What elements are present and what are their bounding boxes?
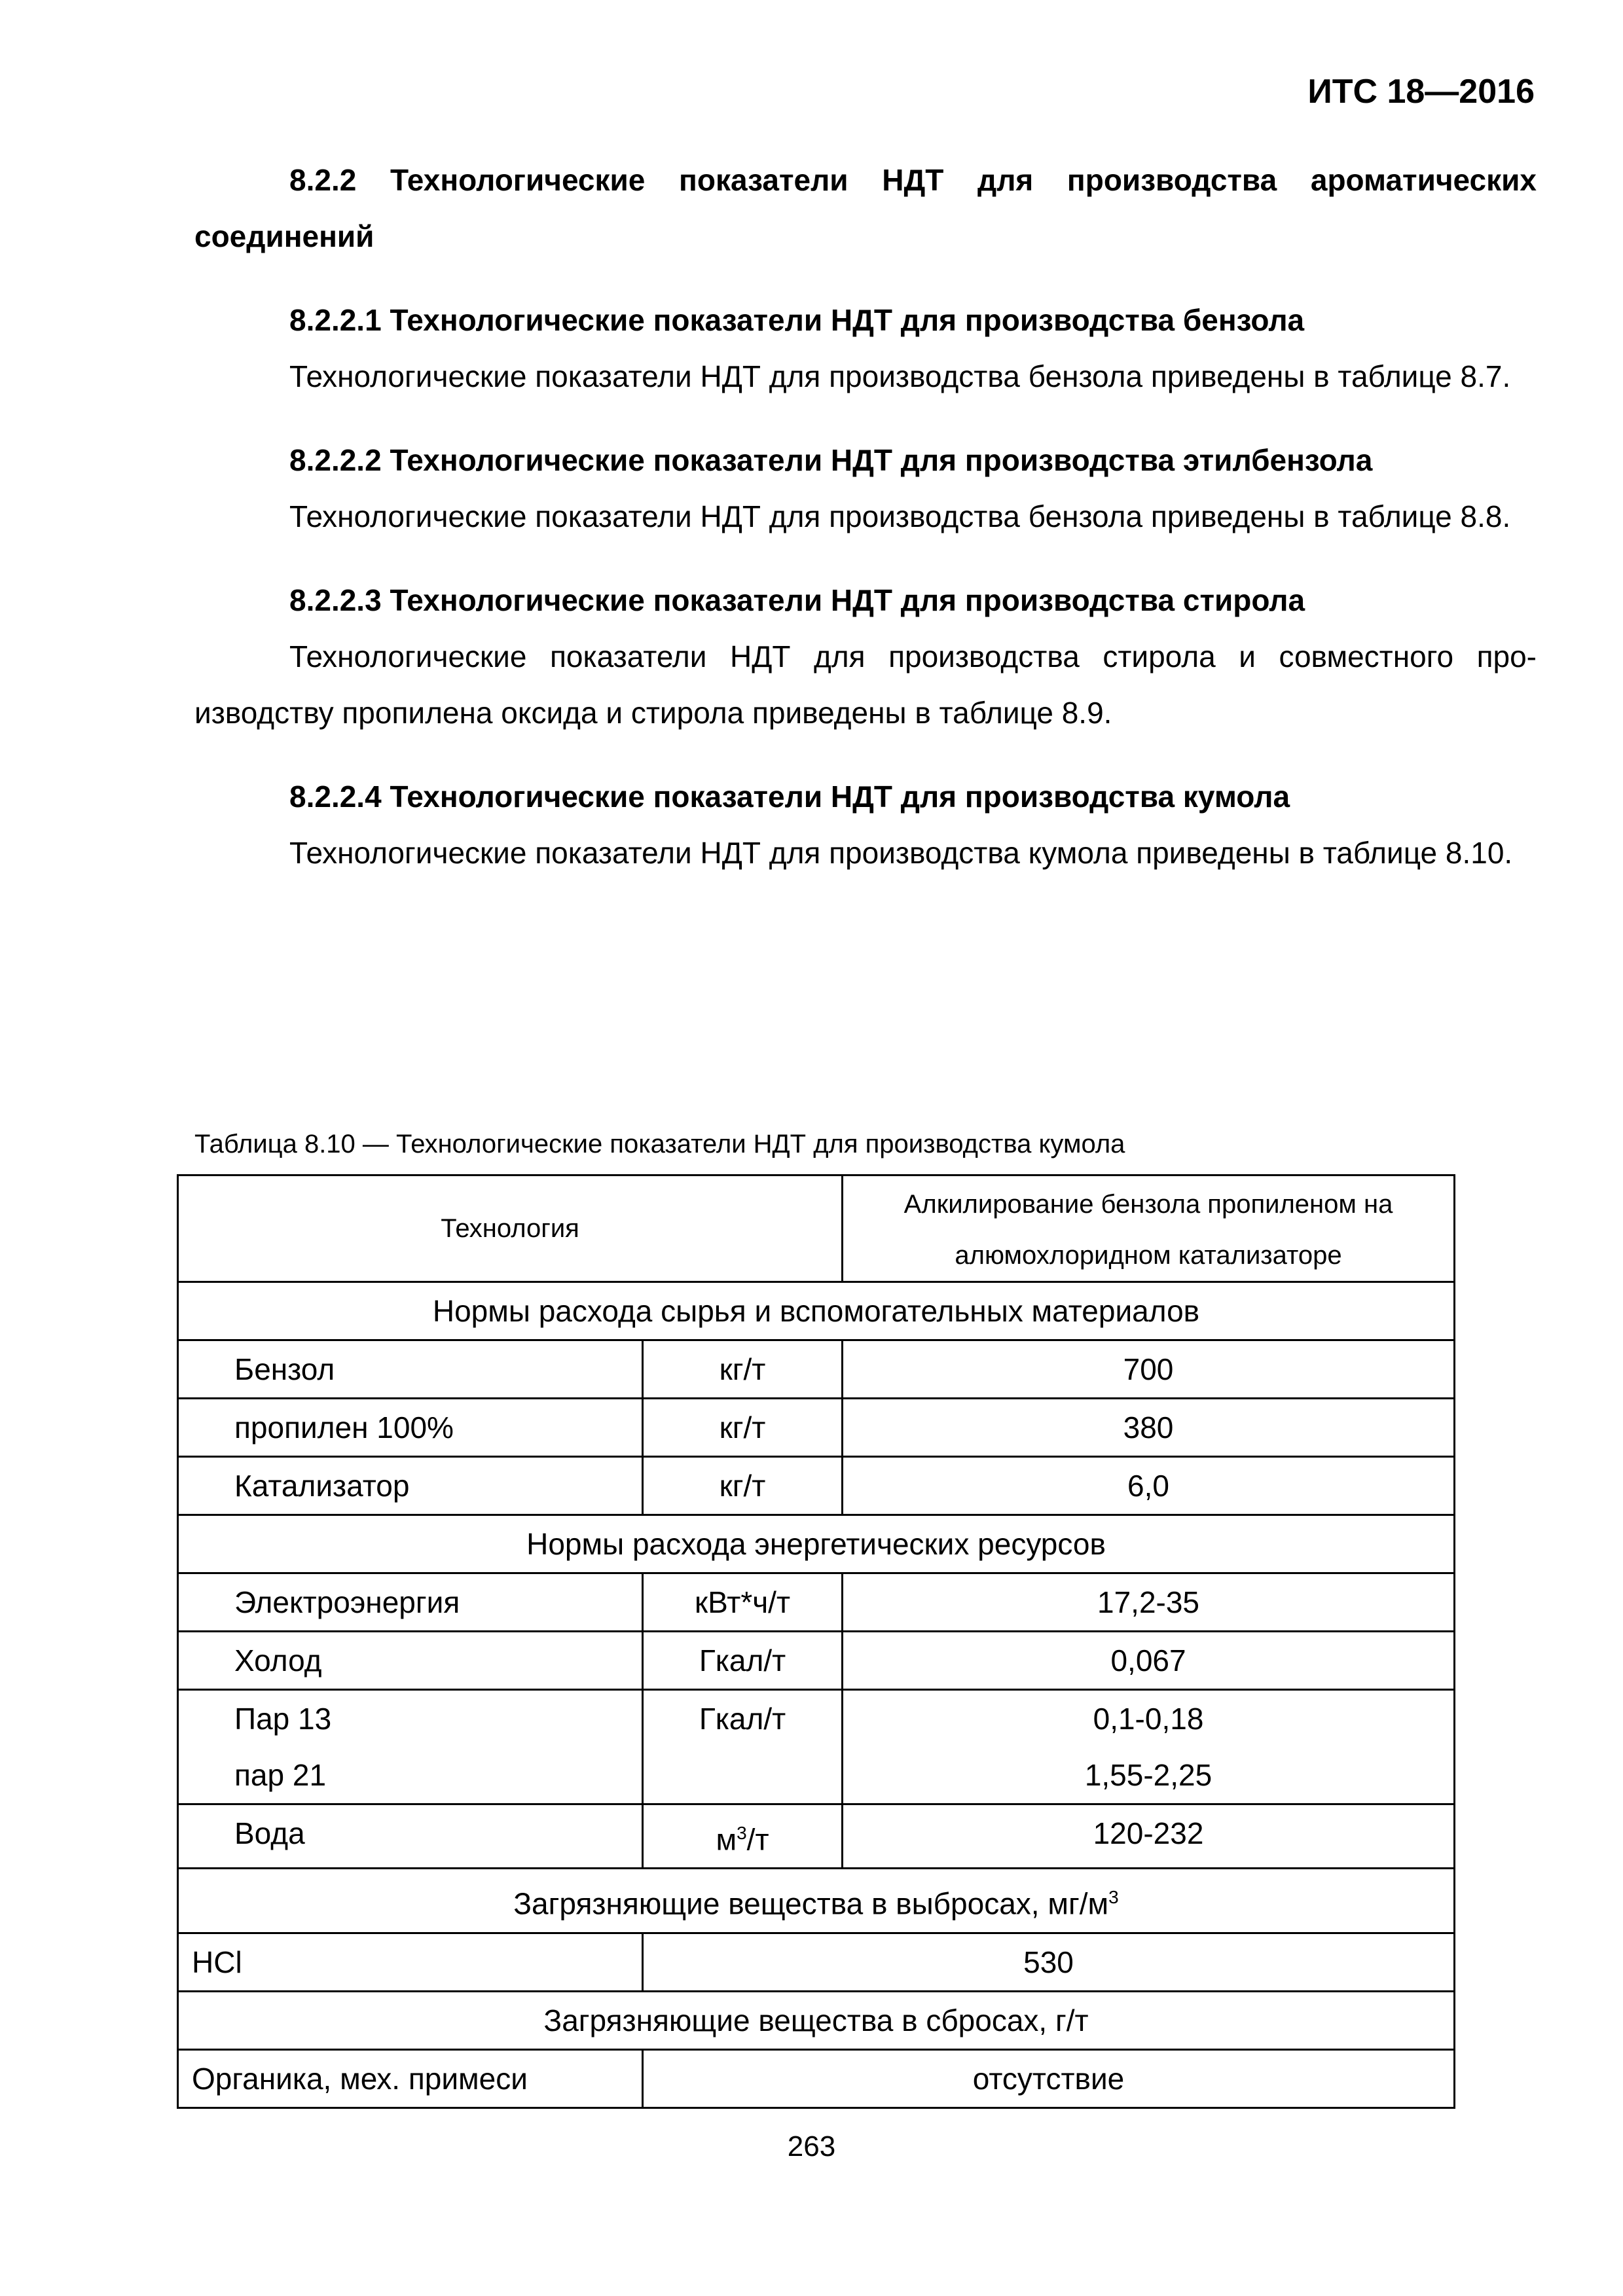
row-name: Холод: [178, 1632, 643, 1690]
page-number: 263: [787, 2130, 836, 2162]
steam-21-label: пар 21: [234, 1758, 327, 1792]
section-emissions-superscript: 3: [1108, 1887, 1119, 1908]
subsection-text: Технологические показатели НДТ для производства бензола приведены в таблице 8.8.: [289, 499, 1511, 533]
row-name: HCl: [178, 1933, 643, 1991]
table-row: [178, 1690, 1455, 1804]
row-unit: Гкал/т: [643, 1690, 843, 1804]
row-name: пропилен 100%: [178, 1399, 643, 1457]
subsection-title: 8.2.2.3 Технологические показатели НДТ для производства стирола: [289, 583, 1305, 617]
steam-21-value: 1,55-2,25: [1084, 1758, 1213, 1792]
row-value: 530: [643, 1933, 1455, 1991]
row-name: [178, 1690, 643, 1804]
row-unit: кг/т: [643, 1457, 843, 1515]
section-emissions-text: Загрязняющие вещества в выбросах, мг/м: [513, 1886, 1109, 1921]
row-value: 120-232: [843, 1804, 1455, 1869]
header-process-line2: алюмохлоридном катализаторе: [955, 1241, 1342, 1270]
row-name: Катализатор: [178, 1457, 643, 1515]
table-section-row: [178, 1515, 1455, 1573]
subsection-title: 8.2.2.1 Технологические показатели НДТ для производства бензола: [289, 303, 1305, 337]
subsection-text: Технологические показатели НДТ для производства стирола и совместного производству пропилена оксида и стирола приведены в таблице 8.9.: [194, 639, 1537, 730]
document-code: ИТС 18—2016: [1307, 73, 1535, 111]
section-title: 8.2.2 Технологические показатели НДТ для производства ароматических соединений: [194, 163, 1537, 253]
table-row: [178, 1399, 1455, 1457]
indicators-table: [177, 1174, 1455, 2109]
table-row: [178, 1573, 1455, 1632]
table-section-row: [178, 1282, 1455, 1340]
row-unit: кг/т: [643, 1340, 843, 1399]
row-name: Электроэнергия: [178, 1573, 643, 1632]
table-row: [178, 2049, 1455, 2108]
table-row: [178, 1632, 1455, 1690]
unit-superscript: 3: [737, 1823, 747, 1843]
subsection-text: Технологические показатели НДТ для производства бензола приведены в таблице 8.7.: [289, 359, 1511, 393]
row-unit: Гкал/т: [643, 1632, 843, 1690]
row-unit: кг/т: [643, 1399, 843, 1457]
subsection-title: 8.2.2.4 Технологические показатели НДТ для производства кумола: [289, 780, 1290, 814]
table-section-row: [178, 1869, 1455, 1933]
unit-tail: /т: [746, 1822, 769, 1857]
table-row: [178, 1457, 1455, 1515]
row-unit: кВт*ч/т: [643, 1573, 843, 1632]
header-process-line1: Алкилирование бензола пропиленом на: [903, 1190, 1393, 1219]
steam-13-label: Пар 13: [234, 1702, 332, 1736]
row-value: отсутствие: [643, 2049, 1455, 2108]
section-raw-materials: Нормы расхода сырья и вспомогательных материалов: [178, 1282, 1455, 1340]
steam-13-value: 0,1-0,18: [1093, 1702, 1204, 1736]
section-energy: Нормы расхода энергетических ресурсов: [178, 1515, 1455, 1573]
header-technology: Технология: [178, 1175, 843, 1282]
row-value: 6,0: [843, 1457, 1455, 1515]
header-process: [843, 1175, 1455, 1282]
row-value: 700: [843, 1340, 1455, 1399]
table-header-row: [178, 1175, 1455, 1282]
section-discharges: Загрязняющие вещества в сбросах, г/т: [178, 1991, 1455, 2049]
table-section-row: [178, 1991, 1455, 2049]
row-unit: [643, 1804, 843, 1869]
row-name: Органика, мех. примеси: [178, 2049, 643, 2108]
row-name: Вода: [178, 1804, 643, 1869]
subsection-title: 8.2.2.2 Технологические показатели НДТ для производства этилбензола: [289, 443, 1373, 477]
row-name: Бензол: [178, 1340, 643, 1399]
row-value: 0,067: [843, 1632, 1455, 1690]
row-value: 17,2-35: [843, 1573, 1455, 1632]
unit-base: м: [716, 1822, 737, 1857]
table-row: [178, 1933, 1455, 1991]
page-body: [194, 152, 1537, 881]
table-row: [178, 1804, 1455, 1869]
table-row: [178, 1340, 1455, 1399]
row-value: 380: [843, 1399, 1455, 1457]
section-emissions: [178, 1869, 1455, 1933]
subsection-text: Технологические показатели НДТ для производства кумола приведены в таблице 8.10.: [289, 836, 1513, 870]
table-caption: Таблица 8.10 — Технологические показатели НДТ для производства кумола: [194, 1130, 1125, 1158]
row-value: [843, 1690, 1455, 1804]
